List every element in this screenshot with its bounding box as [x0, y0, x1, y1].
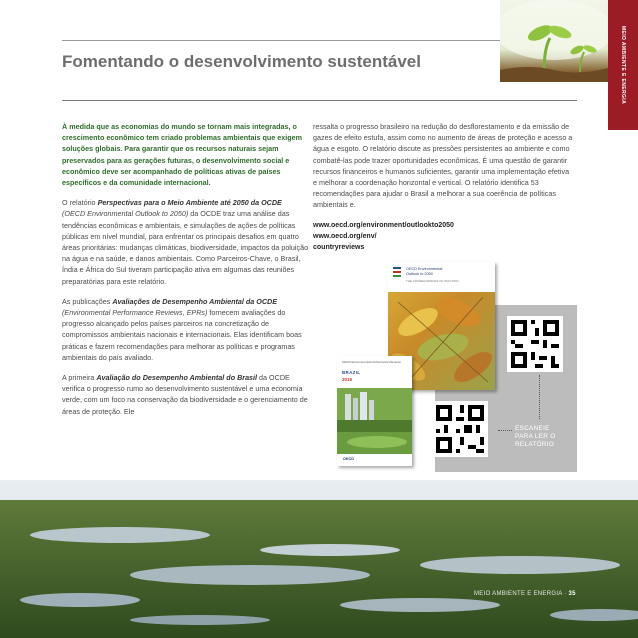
cover-brazil-country: BRAZIL [342, 370, 361, 375]
paragraph-brazil-review [62, 372, 312, 417]
footer-separator: · [562, 591, 569, 597]
scan-line-1: ESCANEIE [515, 425, 550, 432]
sprout-illustration [500, 0, 608, 82]
cover-brazil-epr [337, 356, 412, 466]
scan-line-2: PARA LER O [515, 433, 556, 440]
wetland-landscape-photo [0, 480, 638, 638]
links-block [313, 220, 575, 253]
qr-code-outlook-pattern [507, 316, 563, 372]
paragraph-reviews-text-a: As publicações [62, 296, 113, 306]
section-tab [608, 0, 638, 130]
page-title: Fomentando o desenvolvimento sustentável [62, 52, 421, 71]
pointer-line-horizontal [498, 430, 512, 431]
footer-section: MEIO AMBIENTE E ENERGIA [474, 591, 563, 597]
pointer-line-vertical [539, 375, 540, 419]
paragraph-continuation: ressalta o progresso brasileiro na redução do desflorestamento e da emissão de gazes de efeito estufa, assim como no aumento de áreas de proteção e acesso a água e esgoto. O relatório discute as pressões persistentes ao ambiente e como combatê-las pode trazer oportunidades econômicas. É uma questão de garantir recursos financeiros e humanos suficientes, garantir uma implementação efetiva e melhorar a coordenação horizontal e vertical. O relatório identifica 53 recomendações para ajudar o Brasil a melhorar a sua coerência de políticas ambientais e. [313, 122, 573, 210]
header-rule [62, 40, 500, 41]
scan-instruction [515, 425, 573, 449]
landscape-illustration [0, 480, 638, 638]
link-country-reviews[interactable] [313, 231, 575, 253]
paragraph-reviews [62, 296, 312, 363]
page-footer [474, 591, 576, 597]
paragraph-brazil-text-b: da OCDE verifica o progresso rumo ao desenvolvimento sustentável e uma economia verde, com um foco na conservação da biodiversidade e o gerenciamento de áreas de proteção. Ele [62, 373, 308, 416]
qr-code-brazil[interactable] [432, 401, 488, 457]
link-country-reviews-line-1[interactable]: www.oecd.org/env/ [313, 232, 377, 240]
outlook-report-english-title: (OECD Environmental Outlook to 2050) [62, 209, 189, 219]
title-rule [62, 100, 577, 101]
sprout-photo [500, 0, 608, 82]
brazil-review-title: Avaliação do Desempenho Ambiental do Brasil [96, 373, 258, 383]
cover-outlook-title-line-2: Outlook to 2050 [406, 271, 433, 276]
qr-code-outlook[interactable] [507, 316, 563, 372]
reviews-english-title: (Environmental Performance Reviews, EPRs) [62, 308, 208, 318]
paragraph-outlook-text-a: O relatório [62, 198, 98, 208]
link-country-reviews-line-2[interactable]: countryreviews [313, 243, 365, 251]
scan-line-3: RELATÓRIO [515, 441, 555, 448]
link-outlook[interactable]: www.oecd.org/environment/outlookto2050 [313, 221, 454, 229]
right-column [313, 121, 575, 253]
paragraph-reviews-text-b: fornecem avaliações do progresso alcançado pelos países parceiros na concretização de compromissos ambientais nacionais e internacionais. Elas identificam boas práticas e fazem recomendações para melhorar as políticas e programas ambientais do país avaliado. [62, 308, 302, 362]
cover-outlook-subtitle: THE CONSEQUENCES OF INACTION [406, 279, 459, 283]
page-number: 35 [568, 591, 576, 597]
lead-paragraph: À medida que as economias do mundo se tornam mais integradas, o crescimento econômico tem criado problemas ambientais que exigem soluções globais. Para garantir que os recursos naturais sejam preservados para as gerações futuras, o desenvolvimento social e econômico deve ser acompanhado de políticas ativas de países específicos e da comunidade internacional. [62, 122, 303, 188]
cover-outlook-title [406, 267, 442, 276]
reviews-title: Avaliações de Desempenho Ambiental da OCDE [112, 296, 278, 306]
section-tab-label: MEIO AMBIENTE E ENERGIA [620, 25, 626, 105]
cover-outlook-title-line-1: OECD Environmental [406, 267, 443, 271]
paragraph-outlook-text-b: da OCDE traz uma análise das tendências econômicas e ambientais, e simulações de ações de políticas públicas em nível mundial, para enfrentar os principais desafios em quatro áreas prioritárias: mudanças climáticas, biodiversidade, impactos da poluição na água e na saúde, e danos ambientais. Como Parceiros-Chave, o Brasil, Índia e África do Sul tiveram participação ativa em algumas das reuniões preparatórias para este relatório. [62, 209, 309, 286]
cover-brazil-year: 2015 [342, 377, 353, 382]
qr-code-brazil-pattern [432, 401, 488, 457]
cover-brazil-header: OECD Environmental Performance Reviews [342, 360, 401, 364]
paragraph-brazil-text-a: A primeira [62, 373, 97, 383]
cover-brazil-publisher: OECD [343, 457, 354, 461]
left-column [62, 121, 312, 426]
outlook-report-title: Perspectivas para o Meio Ambiente até 2050 da OCDE [97, 198, 282, 208]
paragraph-outlook [62, 197, 312, 287]
